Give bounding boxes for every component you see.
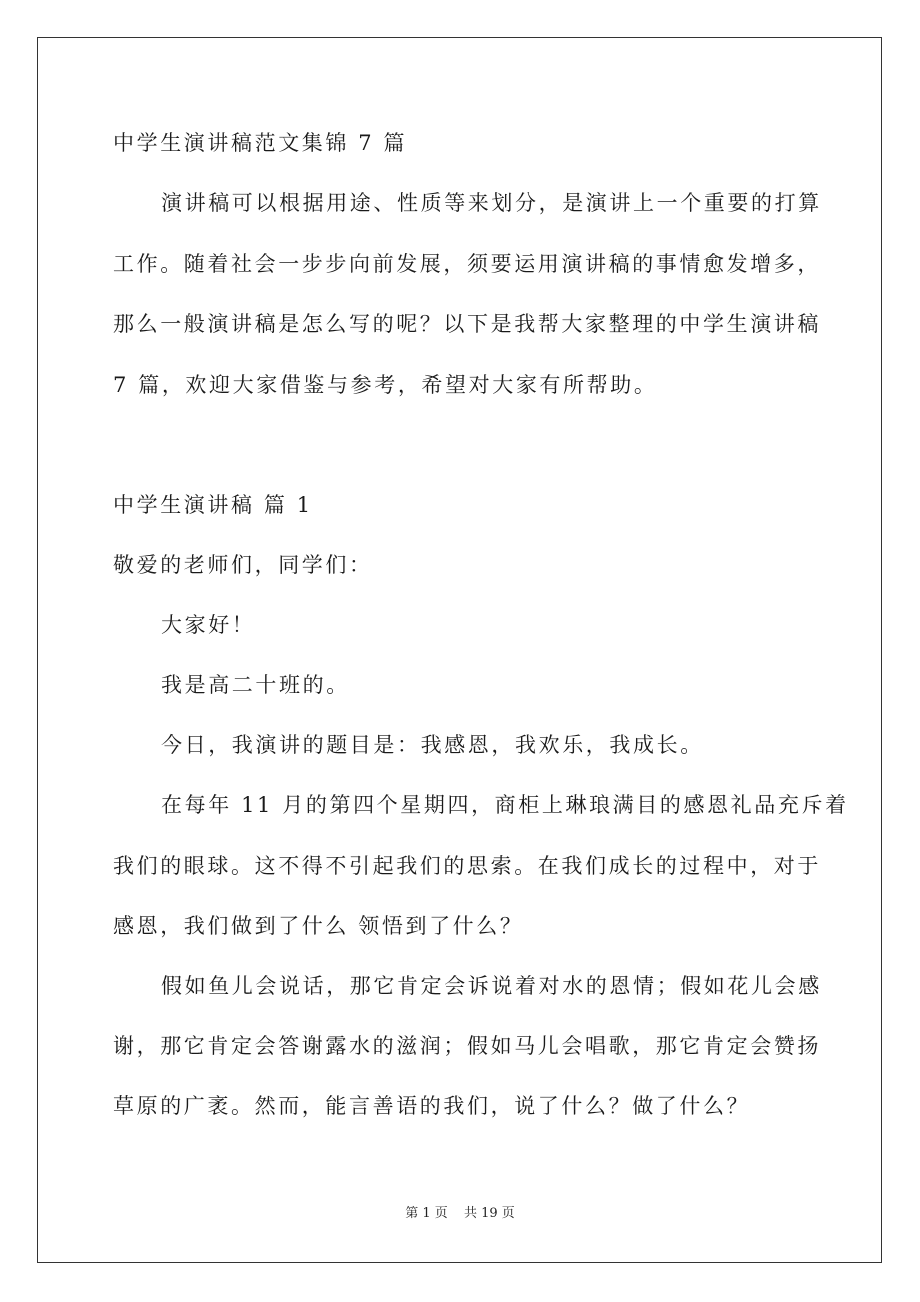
page-border xyxy=(37,37,882,1263)
page-number-total: 共 19 页 xyxy=(463,1206,515,1221)
body-paragraph-2-line-1: 假如鱼儿会说话，那它肯定会诉说着对水的恩情；假如花儿会感 xyxy=(161,974,822,998)
body-paragraph-1-line-3: 感恩，我们做到了什么 领悟到了什么？ xyxy=(113,914,524,938)
speech-topic-line: 今日，我演讲的题目是：我感恩，我欢乐，我成长。 xyxy=(161,733,704,757)
body-paragraph-2-line-3: 草原的广袤。然而，能言善语的我们，说了什么？做了什么？ xyxy=(113,1094,751,1118)
body-paragraph-1-line-2: 我们的眼球。这不得不引起我们的思索。在我们成长的过程中，对于 xyxy=(113,854,821,878)
intro-paragraph-line-3: 那么一般演讲稿是怎么写的呢？以下是我帮大家整理的中学生演讲稿 xyxy=(113,312,821,336)
salutation: 敬爱的老师们，同学们： xyxy=(113,553,373,577)
intro-paragraph-line-1: 演讲稿可以根据用途、性质等来划分，是演讲上一个重要的打算 xyxy=(161,191,822,215)
intro-paragraph-line-2: 工作。随着社会一步步向前发展，须要运用演讲稿的事情愈发增多， xyxy=(113,252,821,276)
page-footer xyxy=(0,1206,920,1222)
section-heading: 中学生演讲稿 篇 1 xyxy=(113,493,313,517)
intro-paragraph-line-4: 7 篇，欢迎大家借鉴与参考，希望对大家有所帮助。 xyxy=(113,373,658,397)
page-number-current: 第 1 页 xyxy=(405,1206,448,1221)
body-paragraph-2-line-2: 谢，那它肯定会答谢露水的滋润；假如马儿会唱歌，那它肯定会赞扬 xyxy=(113,1034,821,1058)
greeting-line: 大家好！ xyxy=(161,613,256,637)
self-intro-line: 我是高二十班的。 xyxy=(161,673,350,697)
body-paragraph-1-line-1: 在每年 11 月的第四个星期四，商柜上琳琅满目的感恩礼品充斥着 xyxy=(161,793,849,817)
document-title: 中学生演讲稿范文集锦 7 篇 xyxy=(113,131,408,155)
